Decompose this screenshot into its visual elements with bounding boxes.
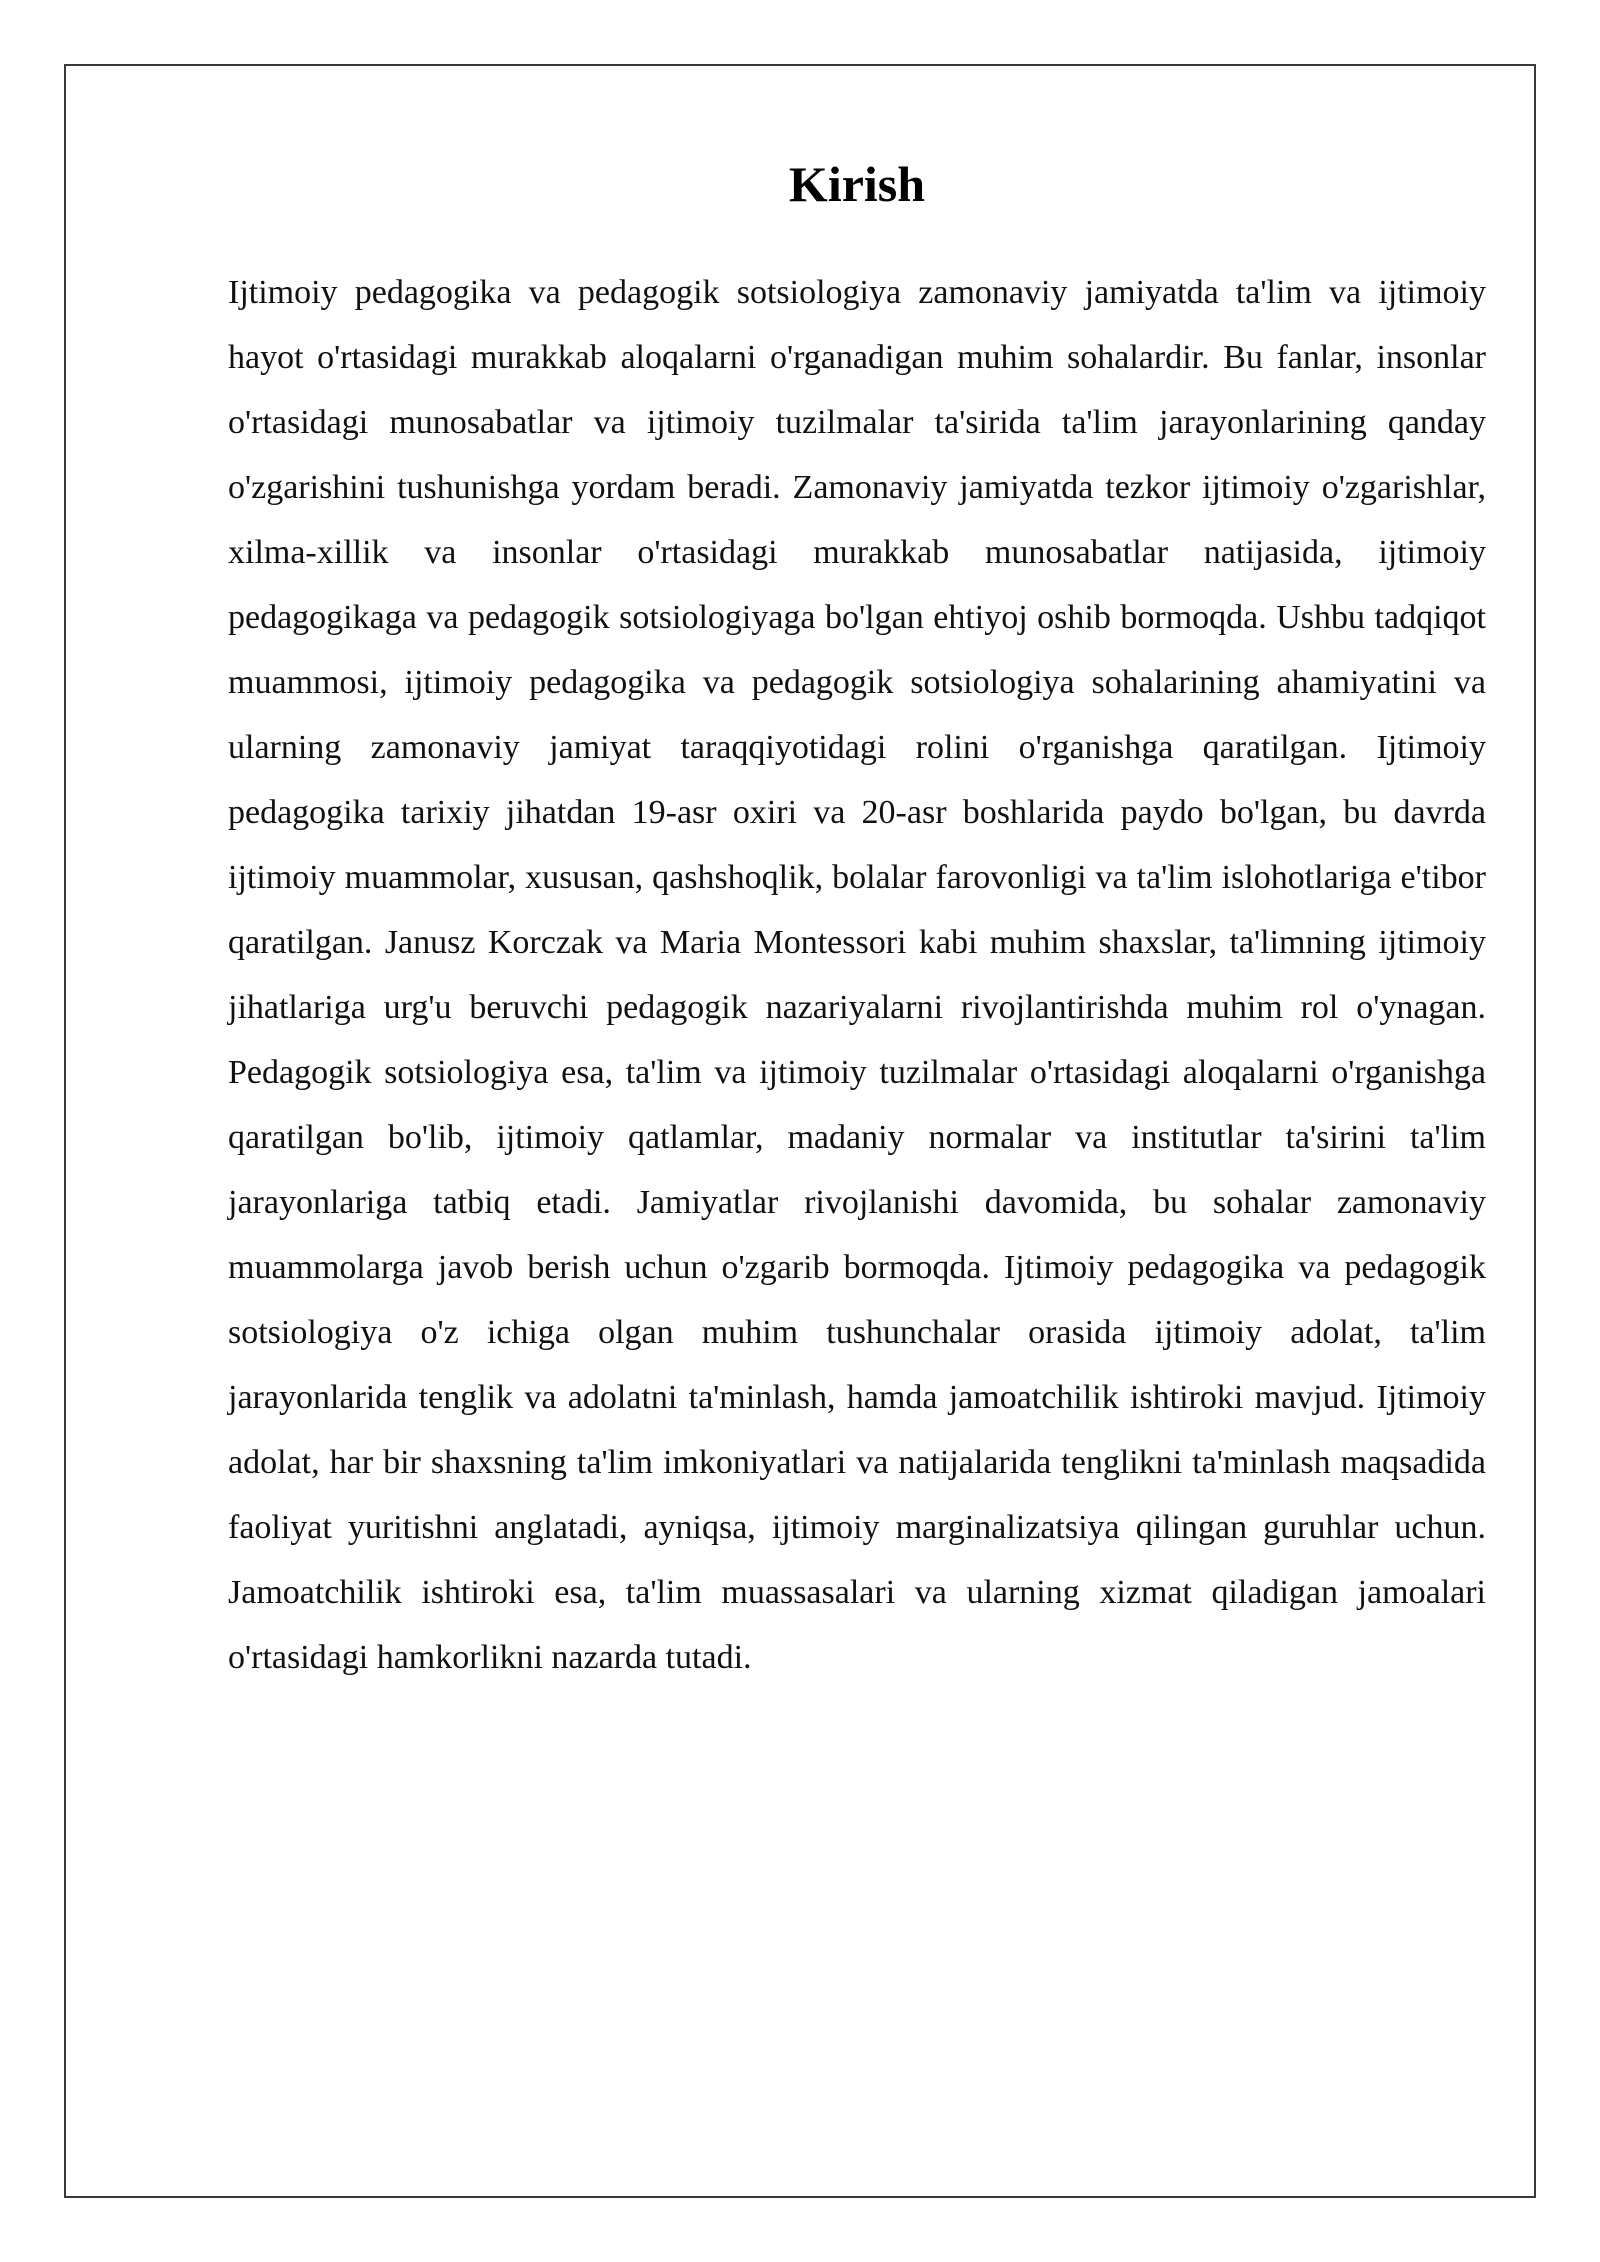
document-content [228,148,1486,1690]
document-title: Kirish [788,156,926,212]
body-paragraph: Ijtimoiy pedagogika va pedagogik sotsiologiya zamonaviy jamiyatda ta'lim va ijtimoiy hayot o'rtasidagi murakkab aloqalarni o'rganadigan muhim sohalardir. Bu fanlar, insonlar o'rtasidagi munosabatlar va ijtimoiy tuzilmalar ta'sirida ta'lim jarayonlarining qanday o'zgarishini tushunishga yordam beradi. Zamonaviy jamiyatda tezkor ijtimoiy o'zgarishlar, xilma-xillik va insonlar o'rtasidagi murakkab munosabatlar natijasida, ijtimoiy pedagogikaga va pedagogik sotsiologiyaga bo'lgan ehtiyoj oshib bormoqda. Ushbu tadqiqot muammosi, ijtimoiy pedagogika va pedagogik sotsiologiya sohalarining ahamiyatini va ularning zamonaviy jamiyat taraqqiyotidagi rolini o'rganishga qaratilgan. Ijtimoiy pedagogika tarixiy jihatdan 19-asr oxiri va 20-asr boshlarida paydo bo'lgan, bu davrda ijtimoiy muammolar, xususan, qashshoqlik, bolalar farovonligi va ta'lim islohotlariga e'tibor qaratilgan. Janusz Korczak va Maria Montessori kabi muhim shaxslar, ta'limning ijtimoiy jihatlariga urg'u beruvchi pedagogik nazariyalarni rivojlantirishda muhim rol o'ynagan. Pedagogik sotsiologiya esa, ta'lim va ijtimoiy tuzilmalar o'rtasidagi aloqalarni o'rganishga qaratilgan bo'lib, ijtimoiy qatlamlar, madaniy normalar va institutlar ta'sirini ta'lim jarayonlariga tatbiq etadi. Jamiyatlar rivojlanishi davomida, bu sohalar zamonaviy muammolarga javob berish uchun o'zgarib bormoqda. Ijtimoiy pedagogika va pedagogik sotsiologiya o'z ichiga olgan muhim tushunchalar orasida ijtimoiy adolat, ta'lim jarayonlarida tenglik va adolatni ta'minlash, hamda jamoatchilik ishtiroki mavjud. Ijtimoiy adolat, har bir shaxsning ta'lim imkoniyatlari va natijalarida tenglikni ta'minlash maqsadida faoliyat yuritishni anglatadi, ayniqsa, ijtimoiy marginalizatsiya qilingan guruhlar uchun. Jamoatchilik ishtiroki esa, ta'lim muassasalari va ularning xizmat qiladigan jamoalari o'rtasidagi hamkorlikni nazarda tutadi. [228,274,1486,1676]
